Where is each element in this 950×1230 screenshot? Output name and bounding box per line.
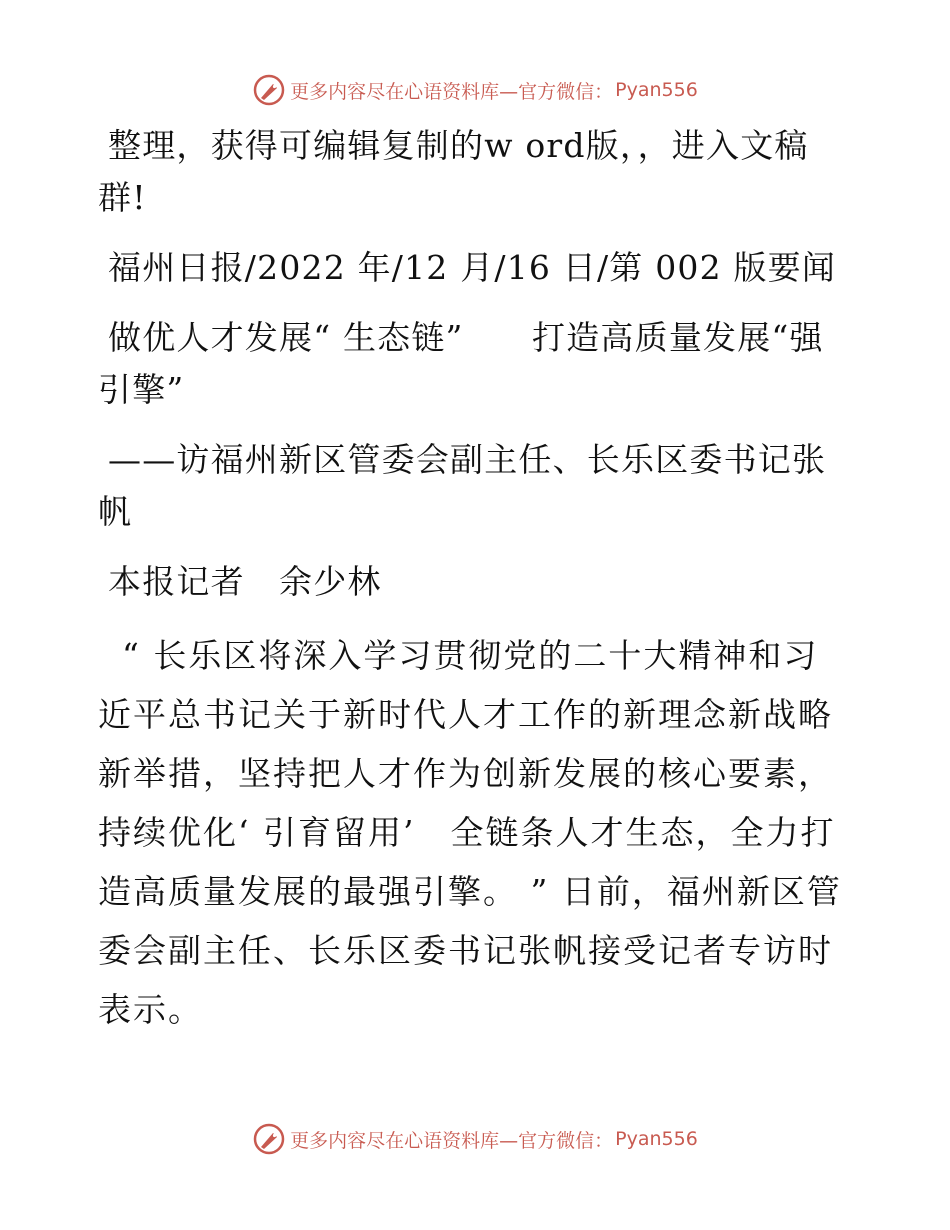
watermark-site-text: 更多内容尽在心语资料库—官方微信： xyxy=(290,1129,614,1152)
byline: 本报记者 余少林 xyxy=(108,562,382,601)
article-subtitle: ——访福州新区管委会副主任、长乐区委书记张帆 xyxy=(98,440,827,531)
pen-nib-logo-icon xyxy=(252,1122,286,1156)
header-watermark xyxy=(0,70,950,110)
body-paragraph: “ 长乐区将深入学习贯彻党的二十大精神和习近平总书记关于新时代人才工作的新理念新战略新举措，坚持把人才作为创新发展的核心要素，持续优化‘ 引育留用’ 全链条人才生态，全力打造高质量发展的最强引擎。 ” 日前，福州新区管委会副主任、长乐区委书记张帆接受记者专访时表示。 xyxy=(98,636,842,1029)
document-body xyxy=(98,120,850,1057)
watermark-contact: Pyan556 xyxy=(615,1128,698,1150)
article-headline: 做优人才发展“ 生态链” 打造高质量发展“强引擎” xyxy=(98,318,824,409)
watermark-contact: Pyan556 xyxy=(615,79,698,101)
footer-watermark xyxy=(0,1119,950,1159)
pen-nib-logo-icon xyxy=(252,73,286,107)
source-line: 福州日报/2022 年/12 月/16 日/第 002 版要闻 xyxy=(108,248,837,287)
intro-text: 整理，获得可编辑复制的w ord版，，进入文稿群! xyxy=(98,126,809,217)
watermark-site-text: 更多内容尽在心语资料库—官方微信： xyxy=(290,80,614,103)
